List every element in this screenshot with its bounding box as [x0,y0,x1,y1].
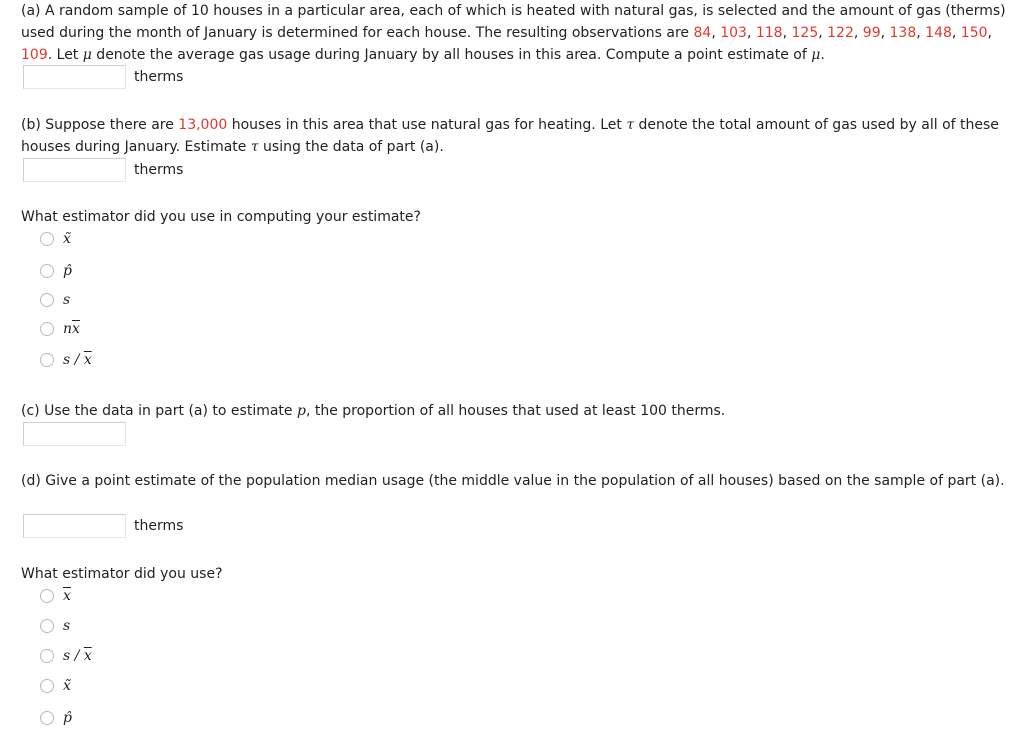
observation-value: 148 [925,25,952,41]
part-b-unit: therms [134,162,184,178]
observation-value: 138 [889,25,917,41]
mu-symbol: μ [82,47,92,63]
radio-button[interactable] [40,649,54,663]
part-a-question: (a) A random sample of 10 houses in a particular area, each of which is heated with natural gas, is selected and the amount of gas (therms) used during the month of January is determined for each house. The resulting observations are 84, 103, 118, 125, 122, 99, 138, 148, 150, 109. Let μ denote the average gas usage during January by all houses in this area. Compute a point estimate of μ. [21,3,1006,63]
part-c-question: (c) Use the data in part (a) to estimate p, the proportion of all houses that used at least 100 therms. [21,403,726,419]
observation-value: 109 [21,47,48,63]
p-symbol: p [296,403,306,419]
radio-button[interactable] [40,232,54,246]
radio-button[interactable] [40,353,54,367]
part-b-answer-row [23,157,183,183]
part-b-option-s-over-xbar[interactable] [40,351,92,369]
observation-value: 118 [755,25,783,41]
part-b-option-median[interactable] [40,230,71,248]
radio-button[interactable] [40,322,54,336]
part-d-answer-row [23,513,183,539]
part-d-option-median[interactable] [40,677,71,695]
part-d-option-s-over-xbar[interactable] [40,647,92,665]
part-b-option-p-hat[interactable] [40,262,72,280]
part-c-answer-row [23,421,126,447]
option-label: x̃ [63,231,71,247]
part-b-question: (b) Suppose there are 13,000 houses in this area that use natural gas for heating. Let τ denote the total amount of gas used by all of these houses during January. Estimate τ using the data of part (a). [21,117,999,155]
option-label: $\overline{x}$ [63,588,71,604]
option-label: $n\overline{x}$ [63,321,80,337]
tau-symbol: τ [250,139,259,155]
radio-button[interactable] [40,679,54,693]
radio-button[interactable] [40,619,54,633]
part-b-estimator-question: What estimator did you use in computing your estimate? [21,209,421,225]
tau-symbol: τ [626,117,635,133]
part-d-option-s[interactable] [40,617,70,635]
option-label: s / $\overline{x}$ [63,352,92,368]
observation-value: 125 [791,25,819,41]
observations-list: 84, 103, 118, 125, 122, 99, 138, 148, 150, 109 [21,25,992,63]
part-c-answer-input[interactable] [23,422,126,446]
option-label: s / $\overline{x}$ [63,648,92,664]
part-a-answer-input[interactable] [23,65,126,89]
part-d-estimator-question: What estimator did you use? [21,566,223,582]
part-d-unit: therms [134,518,184,534]
radio-button[interactable] [40,589,54,603]
part-d-option-p-hat[interactable] [40,709,72,727]
radio-button[interactable] [40,264,54,278]
part-b-answer-input[interactable] [23,158,126,182]
part-a-unit: therms [134,69,184,85]
part-d-answer-input[interactable] [23,514,126,538]
part-d-option-xbar[interactable] [40,587,71,605]
house-count: 13,000 [178,117,228,133]
observation-value: 99 [862,25,881,41]
observation-value: 122 [827,25,854,41]
part-d-question: (d) Give a point estimate of the population median usage (the middle value in the population of all houses) based on the sample of part (a). [21,473,1005,489]
option-label: x̃ [63,678,71,694]
part-b-option-s[interactable] [40,291,70,309]
option-label: p̂ [63,710,72,726]
mu-symbol: μ [811,47,821,63]
observation-value: 84 [693,25,712,41]
part-a-answer-row [23,64,183,90]
observation-value: 103 [720,25,747,41]
part-b-option-n-xbar[interactable] [40,320,80,338]
observation-value: 150 [960,25,988,41]
radio-button[interactable] [40,293,54,307]
option-label: s [63,618,71,634]
option-label: s [63,292,71,308]
option-label: p̂ [63,263,72,279]
radio-button[interactable] [40,711,54,725]
